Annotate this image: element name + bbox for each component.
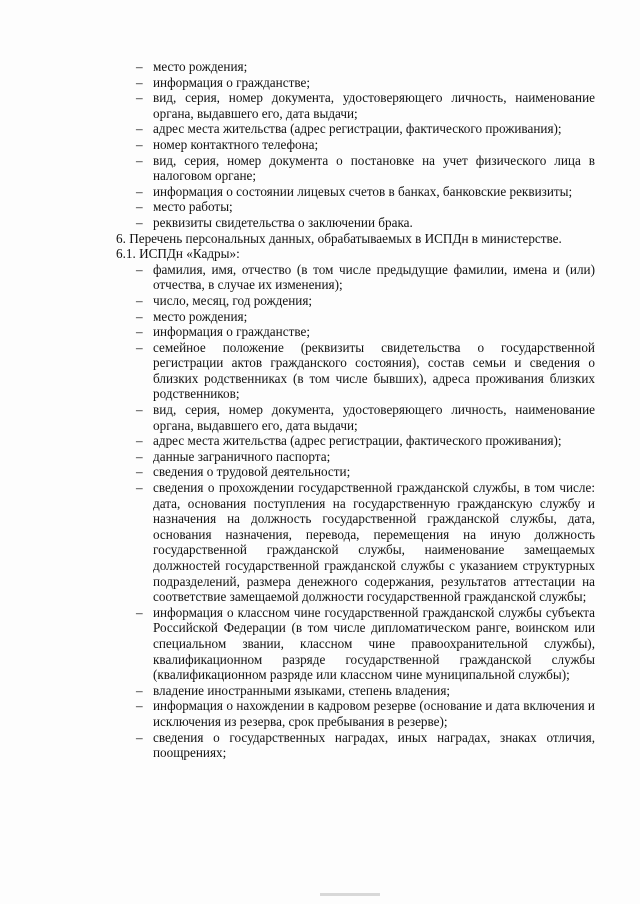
- list-item-text: семейное положение (реквизиты свидетельства о государственной регистрации актов гражданского состояния), состав семьи и сведения о близких родственниках (в том числе бывших), адреса проживания близких родственников;: [153, 339, 595, 402]
- list-item: [113, 324, 595, 340]
- list-item-text: вид, серия, номер документа, удостоверяющего личность, наименование органа, выдавшего его, дата выдачи;: [153, 90, 595, 121]
- list-item-text: сведения о прохождении государственной гражданской службы, в том числе: дата, основания поступления на государственную гражданскую службу и назначения на должность государственной гражданской службы, дата, основания назначения, перевода, перемещения на иную должность государственной гражданской службы, наименование замещаемых должностей государственной гражданской службы с указанием структурных подразделений, размера денежного содержания, результатов аттестации на соответствие замещаемой должности государственной гражданской службы;: [153, 480, 595, 605]
- list-item-text: информация о гражданстве;: [153, 74, 310, 90]
- scan-edge-mark: [320, 893, 380, 896]
- list-item-text: информация о состоянии лицевых счетов в банках, банковские реквизиты;: [153, 183, 573, 199]
- list-item-text: реквизиты свидетельства о заключении брака.: [153, 214, 413, 230]
- list-dash: –: [136, 448, 143, 464]
- list-item: [113, 340, 595, 402]
- list-item-text: информация о нахождении в кадровом резерве (основание и дата включения и исключения из резерва, срок пребывания в резерве);: [153, 698, 595, 729]
- list-dash: –: [136, 90, 143, 106]
- list-dash: –: [136, 682, 143, 698]
- list-item-text: информация о гражданстве;: [153, 324, 310, 340]
- list-item: [113, 730, 595, 761]
- document-body: [113, 59, 595, 761]
- list-dash: –: [136, 183, 143, 199]
- list-dash: –: [136, 339, 143, 355]
- list-item-text: адрес места жительства (адрес регистрации, фактического проживания);: [153, 121, 562, 137]
- list-item-text: вид, серия, номер документа о постановке на учет физического лица в налоговом органе;: [153, 152, 595, 184]
- list-item: [113, 449, 595, 465]
- list-item: [113, 293, 595, 309]
- list-dash: –: [136, 433, 143, 449]
- list-item: [113, 698, 595, 729]
- list-dash: –: [136, 402, 143, 418]
- list-item-text: данные заграничного паспорта;: [153, 448, 331, 464]
- list-item: [113, 75, 595, 91]
- list-item-text: место работы;: [153, 199, 233, 215]
- list-item: [113, 137, 595, 153]
- list-item: [113, 309, 595, 325]
- list-item-text: фамилия, имя, отчество (в том числе предыдущие фамилии, имена и (или) отчества, в случае их изменения);: [153, 261, 595, 293]
- list-dash: –: [136, 261, 143, 277]
- list-item: [113, 433, 595, 449]
- list-dash: –: [136, 308, 143, 324]
- list-dash: –: [136, 604, 143, 620]
- list-item: [113, 215, 595, 231]
- list-dash: –: [136, 59, 143, 74]
- list-dash: –: [136, 480, 143, 496]
- list-item-text: номер контактного телефона;: [153, 136, 319, 152]
- list-item: [113, 121, 595, 137]
- list-dash: –: [136, 729, 143, 745]
- list-dash: –: [136, 152, 143, 168]
- list-item: [113, 184, 595, 200]
- list-dash: –: [136, 324, 143, 340]
- section-heading-6-1: 6.1. ИСПДн «Кадры»:: [116, 246, 240, 262]
- list-item-text: информация о классном чине государственной гражданской службы субъекта Российской Федерации (в том числе дипломатическом ранге, воинском или специальном звании, классном чине правоохранительной службы), квалификационном разряде государственной гражданской службы (квалификационном разряде или классном чине муниципальной службы);: [153, 604, 595, 683]
- list-item: [113, 402, 595, 433]
- list-item: [113, 59, 595, 75]
- list-dash: –: [136, 121, 143, 137]
- list-item-text: владение иностранными языками, степень владения;: [153, 682, 451, 698]
- list-item: [113, 262, 595, 293]
- list-item: [113, 480, 595, 605]
- list-item-text: сведения о государственных наградах, иных наградах, знаках отличия, поощрениях;: [153, 729, 595, 761]
- list-dash: –: [136, 199, 143, 215]
- list-item-text: число, месяц, год рождения;: [153, 292, 313, 308]
- list-item: [113, 605, 595, 683]
- list-dash: –: [136, 136, 143, 152]
- list-item: [113, 90, 595, 121]
- list-item: [113, 464, 595, 480]
- section-heading-6: 6. Перечень персональных данных, обрабатываемых в ИСПДн в министерстве.: [116, 230, 562, 246]
- list-dash: –: [136, 74, 143, 90]
- list-item-text: место рождения;: [153, 59, 248, 74]
- list-dash: –: [136, 214, 143, 230]
- list-item-text: вид, серия, номер документа, удостоверяющего личность, наименование органа, выдавшего его, дата выдачи;: [153, 402, 595, 433]
- list-item: [113, 153, 595, 184]
- list-item-text: место рождения;: [153, 308, 248, 324]
- list-item-text: адрес места жительства (адрес регистрации, фактического проживания);: [153, 433, 562, 449]
- list-item-text: сведения о трудовой деятельности;: [153, 464, 351, 480]
- list-dash: –: [136, 292, 143, 308]
- list-dash: –: [136, 698, 143, 714]
- list-item: [113, 199, 595, 215]
- list-item: [113, 683, 595, 699]
- list-dash: –: [136, 464, 143, 480]
